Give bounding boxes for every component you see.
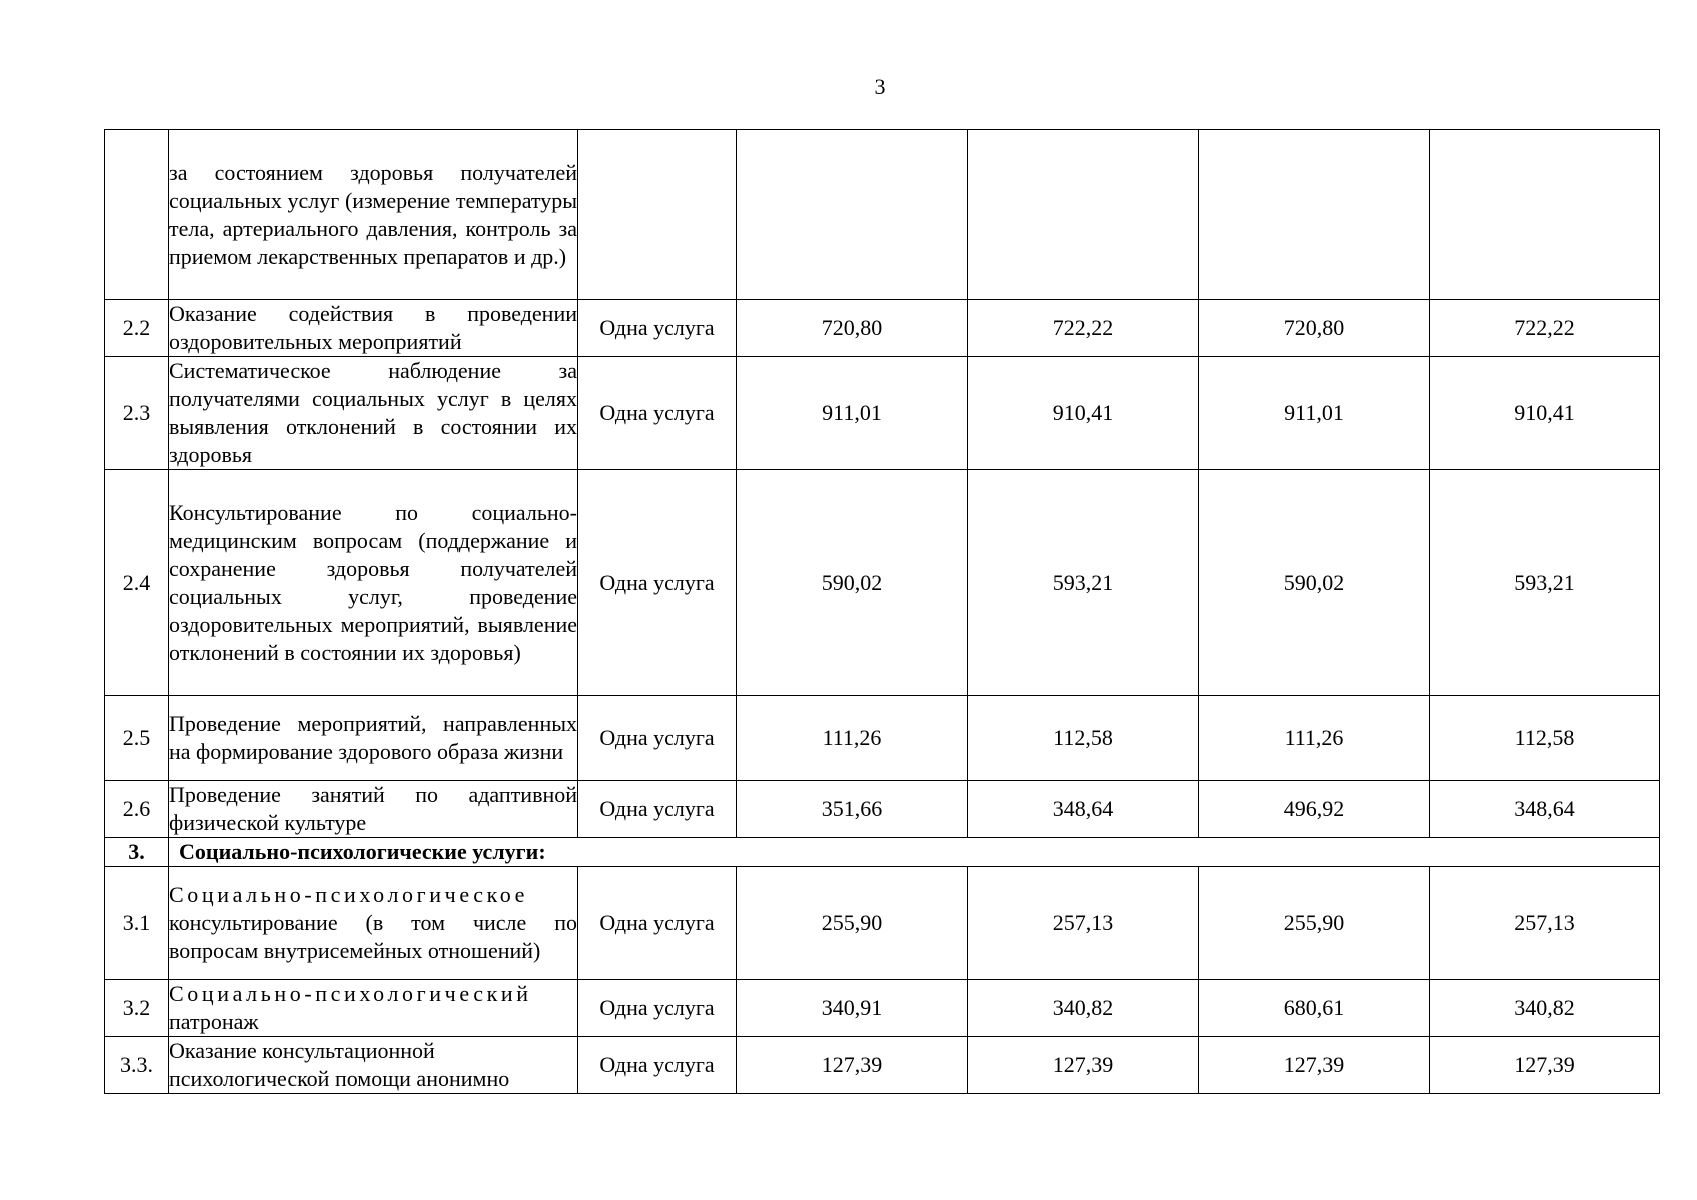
unit-cell: Одна услуга (578, 470, 737, 696)
service-name-rest: консультирование (в том числе по вопросам внутрисемейных отношений) (169, 910, 577, 963)
value-cell: 257,13 (1430, 867, 1660, 980)
tariff-table (104, 129, 1660, 1094)
row-number: 3.2 (105, 980, 169, 1037)
value-cell: 590,02 (1199, 470, 1430, 696)
row-number: 2.5 (105, 696, 169, 781)
table-row (105, 470, 1660, 696)
service-name-rest: патронаж (169, 1009, 259, 1034)
value-cell: 127,39 (737, 1037, 968, 1094)
section-header-row (105, 838, 1660, 867)
value-cell: 255,90 (1199, 867, 1430, 980)
row-number: 2.3 (105, 357, 169, 470)
unit-cell: Одна услуга (578, 300, 737, 357)
value-cell: 351,66 (737, 781, 968, 838)
value-cell (968, 130, 1199, 300)
value-cell: 127,39 (968, 1037, 1199, 1094)
value-cell: 910,41 (1430, 357, 1660, 470)
value-cell: 348,64 (968, 781, 1199, 838)
table-row (105, 357, 1660, 470)
value-cell: 680,61 (1199, 980, 1430, 1037)
section-title: Социально-психологические услуги: (169, 838, 1660, 867)
section-number: 3. (105, 838, 169, 867)
service-name: Консультирование по социально-медицинским вопросам (поддержание и сохранение здоровья получателей социальных услуг, проведение оздоровительных мероприятий, выявление отклонений в состоянии их здоровья) (169, 470, 578, 696)
value-cell: 348,64 (1430, 781, 1660, 838)
row-number (105, 130, 169, 300)
service-name: Оказание консультационной психологической помощи анонимно (169, 1037, 578, 1094)
value-cell: 720,80 (1199, 300, 1430, 357)
value-cell: 910,41 (968, 357, 1199, 470)
value-cell: 722,22 (1430, 300, 1660, 357)
value-cell: 340,82 (968, 980, 1199, 1037)
table-row (105, 781, 1660, 838)
value-cell: 112,58 (968, 696, 1199, 781)
value-cell: 257,13 (968, 867, 1199, 980)
value-cell: 112,58 (1430, 696, 1660, 781)
table-row (105, 130, 1660, 300)
unit-cell (578, 130, 737, 300)
value-cell: 340,82 (1430, 980, 1660, 1037)
row-number: 2.2 (105, 300, 169, 357)
value-cell: 127,39 (1199, 1037, 1430, 1094)
unit-cell: Одна услуга (578, 781, 737, 838)
value-cell: 127,39 (1430, 1037, 1660, 1094)
service-name-first-line: Социально-психологическое (169, 882, 528, 907)
table-row (105, 300, 1660, 357)
value-cell: 496,92 (1199, 781, 1430, 838)
value-cell: 255,90 (737, 867, 968, 980)
value-cell (1199, 130, 1430, 300)
value-cell: 720,80 (737, 300, 968, 357)
row-number: 2.4 (105, 470, 169, 696)
row-number: 3.3. (105, 1037, 169, 1094)
service-name: Оказание содействия в проведении оздоровительных мероприятий (169, 300, 578, 357)
table-row (105, 1037, 1660, 1094)
value-cell: 593,21 (968, 470, 1199, 696)
value-cell: 111,26 (737, 696, 968, 781)
row-number: 3.1 (105, 867, 169, 980)
value-cell: 593,21 (1430, 470, 1660, 696)
value-cell (1430, 130, 1660, 300)
table-row (105, 696, 1660, 781)
value-cell: 111,26 (1199, 696, 1430, 781)
service-name (169, 980, 578, 1037)
service-name: за состоянием здоровья получателей социальных услуг (измерение температуры тела, артериального давления, контроль за приемом лекарственных препаратов и др.) (169, 130, 578, 300)
unit-cell: Одна услуга (578, 867, 737, 980)
unit-cell: Одна услуга (578, 1037, 737, 1094)
value-cell: 911,01 (1199, 357, 1430, 470)
service-name-first-line: Социально-психологический (169, 981, 532, 1006)
unit-cell: Одна услуга (578, 696, 737, 781)
value-cell (737, 130, 968, 300)
row-number: 2.6 (105, 781, 169, 838)
value-cell: 722,22 (968, 300, 1199, 357)
value-cell: 911,01 (737, 357, 968, 470)
service-name: Проведение занятий по адаптивной физической культуре (169, 781, 578, 838)
value-cell: 590,02 (737, 470, 968, 696)
unit-cell: Одна услуга (578, 980, 737, 1037)
service-name (169, 867, 578, 980)
unit-cell: Одна услуга (578, 357, 737, 470)
service-name: Систематическое наблюдение за получателями социальных услуг в целях выявления отклонений в состоянии их здоровья (169, 357, 578, 470)
service-name: Проведение мероприятий, направленных на формирование здорового образа жизни (169, 696, 578, 781)
table-row (105, 980, 1660, 1037)
table-row (105, 867, 1660, 980)
value-cell: 340,91 (737, 980, 968, 1037)
page-number: 3 (874, 74, 886, 99)
